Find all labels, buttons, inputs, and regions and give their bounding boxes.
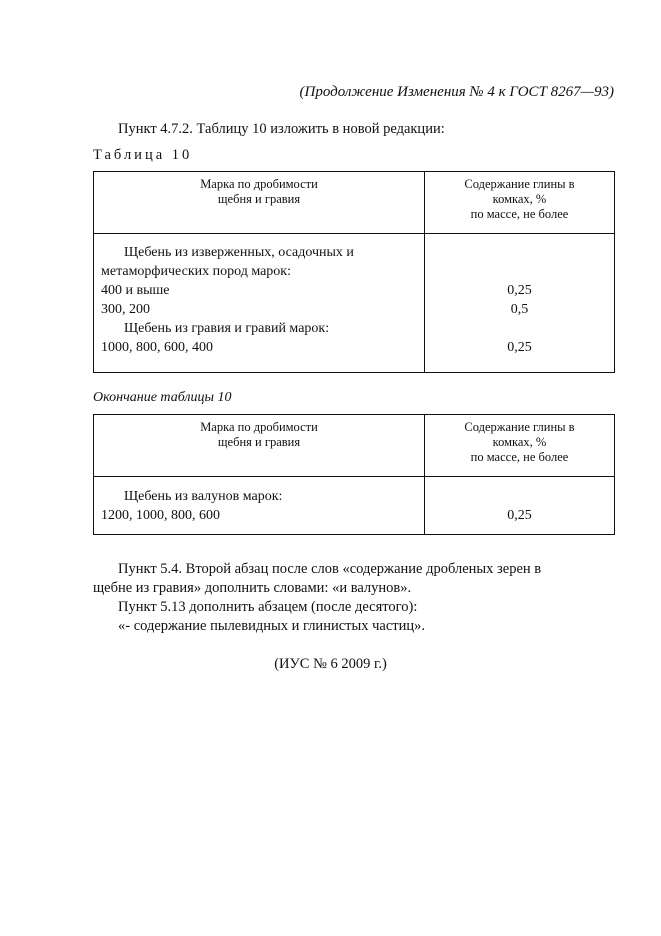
paragraph-5-13: Пункт 5.13 дополнить абзацем (после десятого): xyxy=(118,599,418,615)
table-header-row xyxy=(94,172,615,234)
table-continuation-caption: Окончание таблицы 10 xyxy=(93,390,232,405)
table-row-label: 1200, 1000, 800, 600 xyxy=(101,508,220,523)
intro-paragraph: Пункт 4.7.2. Таблицу 10 изложить в новой редакции: xyxy=(118,121,445,137)
footer-ius: (ИУС № 6 2009 г.) xyxy=(274,656,387,672)
table-row-value: 0,25 xyxy=(507,508,532,523)
col2-header-line3: по массе, не более xyxy=(470,207,569,221)
table-10 xyxy=(93,171,615,373)
table-row-label: Щебень из изверженных, осадочных и xyxy=(124,245,354,260)
col1-body xyxy=(94,234,425,373)
col2-body xyxy=(425,234,615,373)
table-row-value: 0,5 xyxy=(510,302,529,317)
page-header: (Продолжение Изменения № 4 к ГОСТ 8267—93) xyxy=(299,84,614,100)
col1-header xyxy=(94,172,425,234)
table-row-value xyxy=(425,487,614,506)
table-body-row xyxy=(94,477,615,535)
table-row-value: 0,25 xyxy=(507,340,532,355)
table-row-value xyxy=(425,243,614,262)
table-row-label: 1000, 800, 600, 400 xyxy=(101,340,213,355)
table-body-row xyxy=(94,234,615,373)
table-row-label: 300, 200 xyxy=(101,302,150,317)
col2-header xyxy=(425,172,615,234)
col2-header-line2: комках, % xyxy=(492,192,547,206)
paragraph-5-4-line1: Пункт 5.4. Второй абзац после слов «содержание дробленых зерен в xyxy=(118,561,542,577)
col1-header-line1: Марка по дробимости xyxy=(200,420,318,434)
table-row-label: Щебень из валунов марок: xyxy=(124,489,283,504)
table-row-label: метаморфических пород марок: xyxy=(101,264,291,279)
col2-header-line1: Содержание глины в xyxy=(464,177,575,191)
table-row-value: 0,25 xyxy=(507,283,532,298)
col2-header-line2: комках, % xyxy=(492,435,547,449)
table-row-value xyxy=(425,319,614,338)
table-10-continuation xyxy=(93,414,615,535)
col2-body xyxy=(425,477,615,535)
table-header-row xyxy=(94,415,615,477)
paragraph-5-4-line2: щебне из гравия» дополнить словами: «и валунов». xyxy=(93,580,412,596)
col2-header-line3: по массе, не более xyxy=(470,450,569,464)
table-row-label: 400 и выше xyxy=(101,283,170,298)
col1-header-line1: Марка по дробимости xyxy=(200,177,318,191)
table-caption: Таблица 10 xyxy=(93,147,193,163)
col2-header xyxy=(425,415,615,477)
col1-header-line2: щебня и гравия xyxy=(217,192,301,206)
col1-body xyxy=(94,477,425,535)
col1-header xyxy=(94,415,425,477)
col1-header-line2: щебня и гравия xyxy=(217,435,301,449)
col2-header-line1: Содержание глины в xyxy=(464,420,575,434)
paragraph-5-13-quote: «- содержание пылевидных и глинистых частиц». xyxy=(118,618,425,634)
table-row-value xyxy=(425,262,614,281)
table-row-label: Щебень из гравия и гравий марок: xyxy=(124,321,330,336)
